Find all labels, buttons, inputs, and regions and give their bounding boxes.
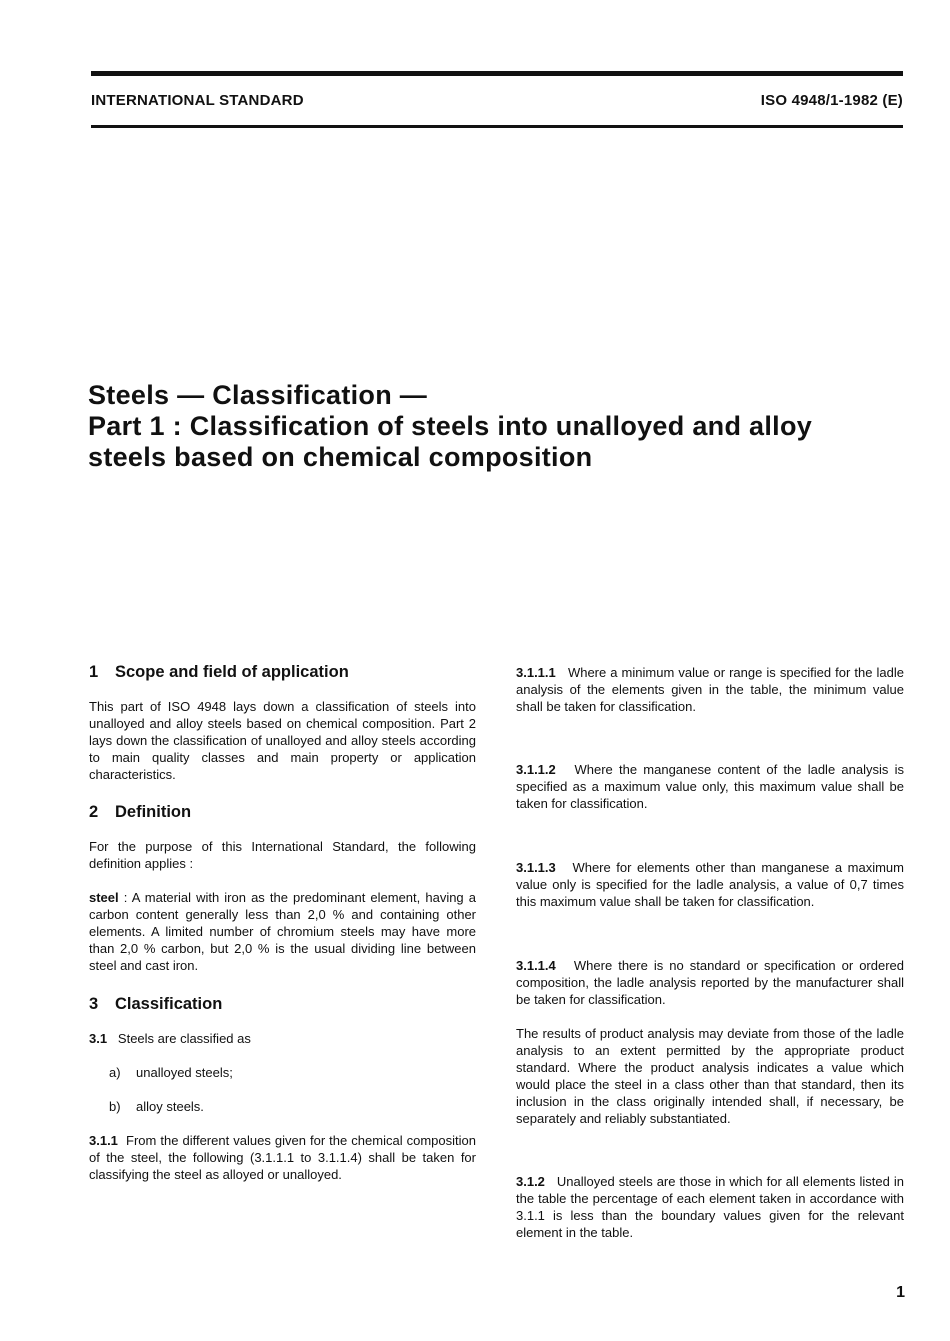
clause-3-1-1-2-number: 3.1.1.2 (516, 762, 556, 777)
title-line-2: Part 1 : Classification of steels into unalloyed and alloy (88, 411, 813, 441)
section-3-number: 3 (89, 995, 99, 1013)
steel-definition (89, 889, 476, 974)
page-title (88, 380, 908, 473)
section-2-intro: For the purpose of this International Standard, the following definition applies : (89, 839, 476, 871)
clause-3-1-1-4-text: Where there is no standard or specification or ordered composition, the ladle analysis reported by the manufacturer shall be taken for classification. (516, 958, 905, 1007)
clause-3-1-1-2-text: Where the manganese content of the ladle analysis is specified as a maximum value only, this maximum value shall be taken for classification. (516, 762, 904, 811)
standard-number: ISO 4948/1-1982 (E) (760, 92, 903, 109)
clause-3-1-1-text: From the different values given for the chemical composition of the steel, the following (3.1.1.1 to 3.1.1.4) shall be taken for classifying the steel as alloyed or unalloyed. (89, 1133, 476, 1182)
list-item-b-label: b) (109, 1099, 121, 1114)
clause-3-1-2-text: Unalloyed steels are those in which for all elements listed in the table the percentage of each element taken in accordance with 3.1.1 is less than the boundary values given for the relevant element in the table. (516, 1174, 904, 1240)
clause-3-1-2 (516, 1173, 904, 1241)
clause-3-1-1-3 (516, 859, 904, 910)
clause-3-1-1-1-text: Where a minimum value or range is specified for the ladle analysis of the elements given in the table, the minimum value shall be taken for classification. (516, 665, 905, 714)
left-column (89, 662, 476, 1200)
clause-3-1-2-number: 3.1.2 (516, 1174, 545, 1189)
section-2-number: 2 (89, 803, 99, 821)
clause-3-1-1-3-text: Where for elements other than manganese a maximum value only is specified for the ladle analysis, a value of 0,7 times this maximum value shall be taken for classification. (516, 860, 904, 909)
list-item-b-text: alloy steels. (136, 1099, 204, 1114)
clause-3-1-1-1 (516, 664, 904, 715)
section-3-title: Classification (115, 995, 223, 1013)
list-item-a-label: a) (109, 1065, 121, 1080)
list-item-a-text: unalloyed steels; (136, 1065, 233, 1080)
clause-3-1-1-4 (516, 957, 904, 1008)
section-2-heading (89, 802, 476, 822)
header-top-rule (91, 71, 903, 76)
clause-3-1-text: Steels are classified as (117, 1031, 251, 1046)
clause-3-1 (89, 1030, 476, 1047)
clause-3-1-1-3-number: 3.1.1.3 (516, 860, 556, 875)
section-1-number: 1 (89, 663, 99, 681)
clause-3-1-1-1-number: 3.1.1.1 (516, 665, 556, 680)
section-1-title: Scope and field of application (115, 663, 349, 681)
section-2-title: Definition (115, 803, 192, 821)
clause-3-1-1-2 (516, 761, 904, 812)
right-column (516, 664, 904, 1258)
list-item-b (109, 1098, 476, 1115)
section-3-heading (89, 994, 476, 1014)
product-analysis-paragraph: The results of product analysis may deviate from those of the ladle analysis to an extent permitted by the appropriate product standard. Where the product analysis indicates a value which would place the steel in a class other than that standard, then its inclusion in the class originally intended shall, if necessary, be separately and reliably substantiated. (516, 1026, 904, 1126)
header-bottom-rule (91, 125, 903, 128)
clause-3-1-1-number: 3.1.1 (89, 1133, 118, 1148)
section-1-heading (89, 662, 476, 682)
title-line-3: steels based on chemical composition (88, 442, 593, 472)
steel-definition-text: : A material with iron as the predominant element, having a carbon content generally less than 2,0 % and containing other elements. A limited number of chromium steels may have more than 2,0 % carbon, but 2,0 % is the usual dividing line between steel and cast iron. (89, 890, 476, 973)
steel-term: steel (89, 890, 119, 905)
title-line-1: Steels — Classification — (88, 380, 428, 410)
clause-3-1-1 (89, 1132, 476, 1183)
list-item-a (109, 1064, 476, 1081)
clause-3-1-number: 3.1 (89, 1031, 108, 1046)
document-type-label: INTERNATIONAL STANDARD (91, 92, 304, 109)
page-number: 1 (896, 1284, 905, 1301)
section-1-paragraph: This part of ISO 4948 lays down a classification of steels into unalloyed and alloy steels based on chemical composition. Part 2 lays down the classification of unalloyed and alloy steels according to main quality classes and main property or application characteristics. (89, 699, 476, 782)
clause-3-1-1-4-number: 3.1.1.4 (516, 958, 556, 973)
